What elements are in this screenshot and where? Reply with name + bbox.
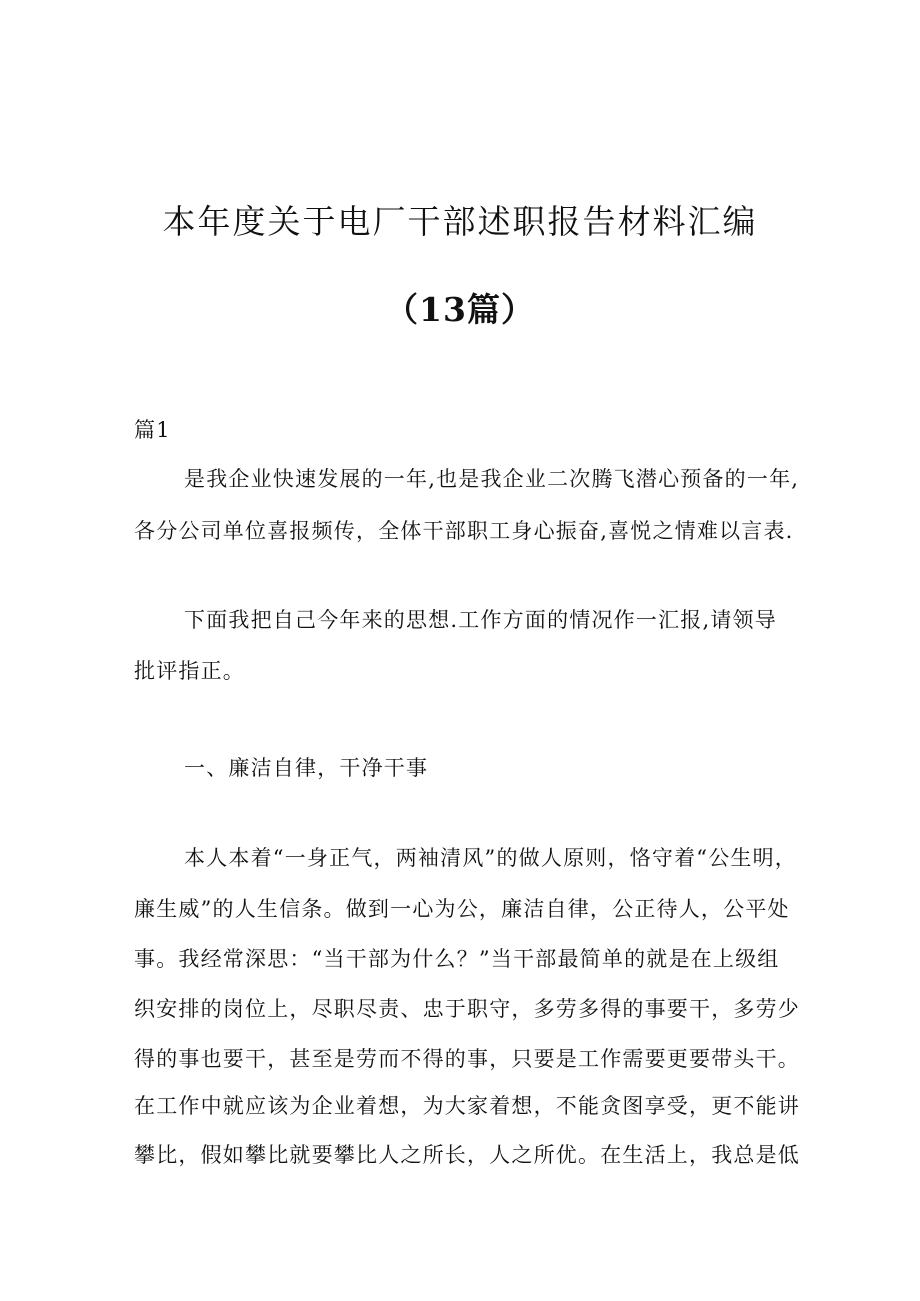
document-title: 本年度关于电厂干部述职报告材料汇编 xyxy=(162,202,758,241)
paragraph-line: 是我企业快速发展的一年,也是我企业二次腾飞潜心预备的一年, xyxy=(184,467,800,491)
paragraph-line: 攀比，假如攀比就要攀比人之所长，人之所优。在生活上，我总是低 xyxy=(134,1143,800,1167)
paragraph-line: 各分公司单位喜报频传，全体干部职工身心振奋,喜悦之情难以言表. xyxy=(134,519,794,543)
section-heading: 一、廉洁自律，干净干事 xyxy=(184,756,429,780)
paragraph-line: 批评指正。 xyxy=(134,659,245,683)
paragraph-line: 下面我把自己今年来的思想.工作方面的情况作一汇报,请领导 xyxy=(184,608,777,632)
paragraph-line: 得的事也要干，甚至是劳而不得的事，只要是工作需要更要带头干。 xyxy=(134,1047,800,1071)
section-label: 篇1 xyxy=(134,418,171,442)
paragraph-line: 在工作中就应该为企业着想，为大家着想，不能贪图享受，更不能讲 xyxy=(134,1094,800,1118)
paragraph-line: 织安排的岗位上，尽职尽责、忠于职守，多劳多得的事要干，多劳少 xyxy=(134,997,800,1021)
paragraph-line: 本人本着“一身正气，两袖清风”的做人原则，恪守着“公生明， xyxy=(184,846,798,870)
document-subtitle-count: （13篇） xyxy=(385,290,535,329)
paragraph-line: 事。我经常深思：“当干部为什么？”当干部最简单的就是在上级组 xyxy=(134,947,780,971)
paragraph-line: 廉生威”的人生信条。做到一心为公，廉洁自律，公正待人，公平处 xyxy=(134,897,790,921)
